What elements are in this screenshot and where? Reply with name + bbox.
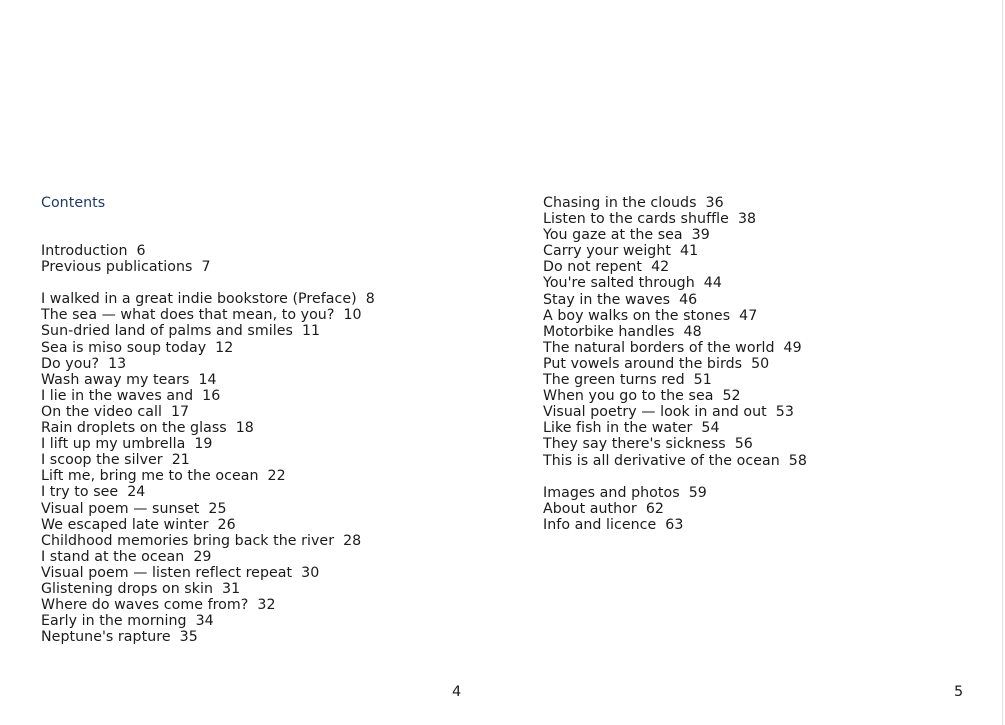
toc-entry-page-number: 7 [201,259,211,276]
toc-entry-page-number: 19 [194,436,213,453]
toc-entry-title: Glistening drops on skin [41,580,214,597]
toc-entry-page-number: 16 [202,387,221,404]
toc-entry[interactable] [41,549,375,565]
toc-entry-page-number: 22 [267,468,286,485]
toc-entry-title: Sun-dried land of palms and smiles [41,323,293,340]
toc-entry-title: Sea is miso soup today [41,339,207,356]
toc-entry-title: The sea — what does that mean, to you? [41,307,335,324]
toc-entry-title: Rain droplets on the glass [41,420,227,437]
toc-entry-page-number: 36 [705,195,724,211]
toc-entry-title: Do you? [41,355,100,372]
toc-entry-page-number: 8 [365,291,375,308]
toc-entry-title: Early in the morning [41,613,187,630]
toc-entry-page-number: 10 [343,307,362,324]
toc-entry[interactable] [543,453,807,469]
toc-entry-page-number: 41 [680,243,699,260]
toc-entry[interactable] [41,291,375,307]
toc-entry-title: They say there's sickness [543,436,726,453]
left-page [0,0,500,725]
toc-entry[interactable] [41,388,375,404]
toc-entry-page-number: 30 [301,564,320,581]
toc-entry-page-number: 18 [235,420,254,437]
page-number-left: 4 [452,684,462,700]
toc-entry-title: The natural borders of the world [543,339,775,356]
toc-entry[interactable] [41,629,375,645]
toc-entry-title: Put vowels around the birds [543,355,743,372]
toc-entry-page-number: 50 [751,355,770,372]
toc-entry[interactable] [543,420,807,436]
toc-entry[interactable] [543,211,807,227]
toc-entry[interactable] [41,452,375,468]
toc-entry-title: When you go to the sea [543,388,714,405]
toc-entry-title: This is all derivative of the ocean [543,452,780,469]
toc-group-spacer [41,275,375,291]
toc-entry-title: About author [543,500,637,517]
toc-entry[interactable] [41,372,375,388]
toc-entry[interactable] [543,292,807,308]
toc-entry-title: Listen to the cards shuffle [543,211,729,228]
toc-entry-page-number: 35 [179,629,198,646]
toc-entry[interactable] [41,243,375,259]
toc-entry-page-number: 25 [208,500,227,517]
toc-group-spacer [543,469,807,485]
toc-entry-page-number: 42 [651,259,670,276]
toc-entry-title: I scoop the silver [41,452,163,469]
toc-entry-page-number: 53 [775,404,794,421]
toc-entry[interactable] [543,404,807,420]
toc-entry[interactable] [41,484,375,500]
toc-entry-page-number: 17 [170,403,190,420]
toc-entry[interactable] [543,324,807,340]
toc-entry-title: Previous publications [41,259,193,276]
toc-entry-page-number: 44 [703,275,722,292]
toc-entry-title: Stay in the waves [543,291,671,308]
toc-entry[interactable] [543,372,807,388]
toc-entry[interactable] [543,275,807,291]
toc-entry-page-number: 49 [783,339,802,356]
toc-entry-title: You gaze at the sea [543,227,683,244]
toc-entry-page-number: 32 [257,597,276,614]
toc-entry[interactable] [41,533,375,549]
toc-entry[interactable] [41,307,375,323]
toc-entry[interactable] [41,436,375,452]
toc-entry-title: I try to see [41,484,119,501]
toc-entry[interactable] [41,259,375,275]
toc-entry[interactable] [543,436,807,452]
toc-right-list [543,195,807,533]
toc-entry-page-number: 13 [108,355,127,372]
toc-entry[interactable] [543,356,807,372]
page-number-right: 5 [954,684,964,700]
toc-entry[interactable] [543,259,807,275]
toc-entry-title: Chasing in the clouds [543,195,697,211]
toc-entry[interactable] [41,340,375,356]
toc-entry[interactable] [41,597,375,613]
toc-entry[interactable] [543,388,807,404]
toc-entry-page-number: 52 [722,388,741,405]
toc-entry-page-number: 39 [691,227,710,244]
toc-entry-title: Lift me, bring me to the ocean [41,468,259,485]
toc-entry-page-number: 6 [136,243,146,260]
toc-entry-page-number: 56 [734,436,753,453]
toc-entry-page-number: 31 [222,580,241,597]
toc-entry-title: Do not repent [543,259,643,276]
toc-entry-page-number: 29 [193,548,212,565]
contents-heading: Contents [41,195,106,211]
toc-entry-title: You're salted through [543,275,695,292]
right-page [500,0,1005,725]
toc-entry[interactable] [41,581,375,597]
toc-entry-title: I lift up my umbrella [41,436,186,453]
toc-entry-page-number: 21 [171,452,190,469]
toc-entry-title: I lie in the waves and [41,387,194,404]
toc-entry-title: Visual poem — listen reflect repeat [41,564,293,581]
toc-entry-page-number: 12 [215,339,234,356]
toc-entry-title: Carry your weight [543,243,672,260]
toc-entry-title: The green turns red [543,372,685,389]
toc-entry-title: Visual poetry — look in and out [543,404,767,421]
toc-entry-page-number: 24 [127,484,146,501]
toc-entry-page-number: 58 [788,452,807,469]
toc-entry-title: I stand at the ocean [41,548,185,565]
toc-entry[interactable] [41,404,375,420]
toc-entry[interactable] [543,227,807,243]
toc-entry[interactable] [41,468,375,484]
toc-entry-title: Motorbike handles [543,323,675,340]
toc-entry-title: A boy walks on the stones [543,307,731,324]
toc-entry[interactable] [41,501,375,517]
toc-entry-title: I walked in a great indie bookstore (Preface) [41,291,357,308]
toc-entry-page-number: 11 [301,323,321,340]
toc-entry-page-number: 38 [737,211,757,228]
toc-entry-title: Images and photos [543,484,680,501]
toc-entry[interactable] [41,565,375,581]
toc-entry-title: We escaped late winter [41,516,209,533]
toc-entry-page-number: 28 [343,532,362,549]
toc-entry-page-number: 63 [665,516,684,533]
toc-entry[interactable] [543,517,807,533]
toc-entry[interactable] [41,420,375,436]
toc-entry-title: Like fish in the water [543,420,693,437]
toc-entry[interactable] [543,340,807,356]
toc-entry-title: Neptune's rapture [41,629,171,646]
toc-entry[interactable] [41,517,375,533]
toc-entry-page-number: 62 [645,500,664,517]
toc-entry-page-number: 26 [217,516,236,533]
toc-left-list [41,243,375,645]
toc-entry-page-number: 59 [688,484,707,501]
toc-right-column [543,195,807,533]
toc-entry-page-number: 46 [679,291,698,308]
toc-entry-title: Info and licence [543,516,657,533]
page-edge-divider [1002,0,1003,725]
toc-entry-page-number: 51 [693,372,712,389]
toc-entry-page-number: 54 [701,420,720,437]
toc-entry-page-number: 47 [739,307,758,324]
toc-entry[interactable] [41,356,375,372]
toc-entry-title: Visual poem — sunset [41,500,200,517]
toc-entry[interactable] [543,501,807,517]
toc-entry-title: Childhood memories bring back the river [41,532,335,549]
toc-entry-page-number: 48 [683,323,702,340]
toc-left-column [41,195,375,645]
toc-entry[interactable] [41,323,375,339]
toc-entry[interactable] [543,308,807,324]
toc-entry-page-number: 34 [195,613,214,630]
toc-entry-title: Introduction [41,243,128,260]
toc-entry-title: Wash away my tears [41,371,190,388]
toc-entry-title: Where do waves come from? [41,597,249,614]
toc-entry[interactable] [543,485,807,501]
toc-entry[interactable] [543,195,807,211]
toc-entry[interactable] [543,243,807,259]
toc-entry[interactable] [41,613,375,629]
toc-entry-page-number: 14 [198,371,217,388]
toc-entry-title: On the video call [41,403,162,420]
